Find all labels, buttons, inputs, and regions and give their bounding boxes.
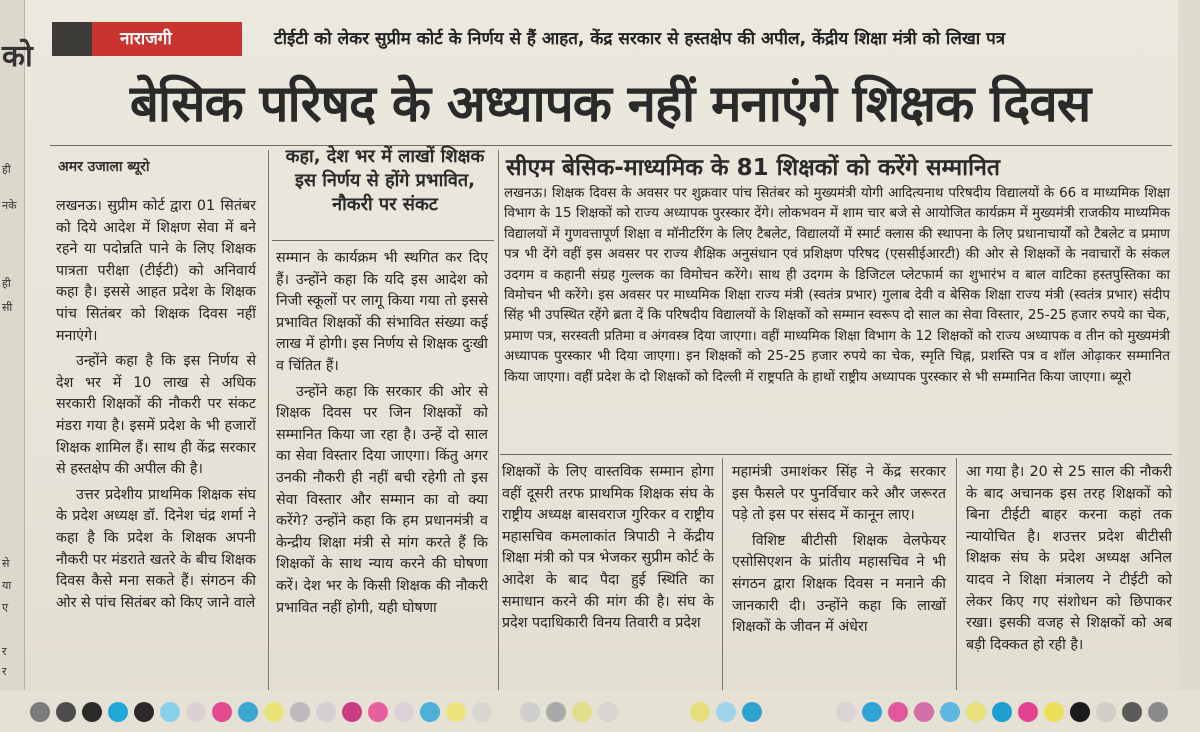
left-fragment: को — [2, 39, 33, 74]
registration-dot — [520, 702, 540, 722]
left-fragment: से — [2, 557, 10, 570]
registration-dot — [186, 702, 206, 722]
pull-quote: कहा, देश भर में लाखों शिक्षक इस निर्णय से होंगे प्रभावित, नौकरी पर संकट — [285, 146, 485, 215]
registration-dot — [1122, 702, 1142, 722]
article-column-2 — [276, 248, 488, 623]
registration-dot — [1096, 702, 1116, 722]
registration-dot — [420, 702, 440, 722]
sidebar-headline: सीएम बेसिक-माध्यमिक के 81 शिक्षकों को करेंगे सम्मानित — [506, 155, 1000, 181]
registration-dot — [940, 702, 960, 722]
registration-dot — [836, 702, 856, 722]
registration-dot — [1070, 702, 1090, 722]
left-fragment: नके — [2, 199, 17, 212]
paragraph: सम्मान के कार्यक्रम भी स्थगित कर दिए हैं। उन्होंने कहा कि यदि इस आदेश को निजी स्कूलों पर लागू किया गया तो इससे प्रभावित शिक्षकों की संभावित संख्या कई लाख में होगी। इस निर्णय से शिक्षक दुःखी व चिंतित हैं। — [276, 250, 488, 374]
left-fragment: ए — [2, 601, 9, 614]
paragraph: शिक्षकों के लिए वास्तविक सम्मान होगा वहीं दूसरी तरफ प्राथमिक शिक्षक संघ के राष्ट्रीय अध्यक्ष बासवराज गुरिकर व राष्ट्रीय महासचिव कमलाकांत त्रिपाठी ने केंद्रीय शिक्षा मंत्री को पत्र भेजकर सुप्रीम कोर्ट के आदेश के बाद पैदा हुई स्थिति का समाधान करने की मांग की है। संघ के प्रदेश पदाधिकारी विनय तिवारी व प्रदेश — [502, 464, 714, 632]
paragraph: आ गया है। 20 से 25 साल की नौकरी के बाद अचानक इस तरह शिक्षकों को बिना टीईटी बाहर करना कहां तक न्यायोचित है। शउत्तर प्रदेश बीटीसी शिक्षक संघ के प्रदेश अध्यक्ष अनिल यादव ने शिक्षा मंत्रालय ने टीईटी को लेकर किए गए संशोधन को छिपाकर रखा। इसकी वजह से शिक्षकों को अब बड़ी दिक्कत हो रही है। — [966, 464, 1172, 653]
left-fragment: ही — [2, 277, 11, 290]
registration-dot — [992, 702, 1012, 722]
registration-dot — [264, 702, 284, 722]
paragraph: विशिष्ट बीटीसी शिक्षक वेलफेयर एसोसिएशन के प्रांतीय महासचिव ने भी संगठन द्वारा शिक्षक दिवस न मनाने की जानकारी दी। उन्होंने कहा कि लाखों शिक्षकों के जीवन में अंधेरा — [732, 532, 946, 636]
divider — [500, 454, 1172, 455]
column-divider — [498, 150, 499, 690]
registration-dot — [134, 702, 154, 722]
kicker-tag-label: नाराजगी — [92, 22, 242, 56]
registration-dot — [598, 702, 618, 722]
column-divider — [722, 458, 723, 690]
article-column-3 — [502, 462, 714, 639]
registration-dot — [238, 702, 258, 722]
registration-dot — [1044, 702, 1064, 722]
left-fragment: र — [2, 645, 7, 658]
registration-dot — [290, 702, 310, 722]
registration-dot — [160, 702, 180, 722]
left-fragment: ही — [2, 163, 11, 176]
registration-dot — [30, 702, 50, 722]
right-page-edge — [1178, 0, 1200, 732]
paragraph: उत्तर प्रदेशीय प्राथमिक शिक्षक संघ के प्रदेश अध्यक्ष डॉ. दिनेश चंद्र शर्मा ने कहा है कि प्रदेश के शिक्षक अपनी नौकरी पर मंडराते खतरे के बीच शिक्षक दिवस कैसे मना सकते हैं। संगठन की ओर से पांच सितंबर को किए जाने वाले — [56, 486, 256, 611]
left-fragment: सी — [2, 301, 13, 314]
byline: अमर उजाला ब्यूरो — [58, 159, 150, 175]
paragraph: लखनऊ। सुप्रीम कोर्ट द्वारा 01 सितंबर को दिये आदेश में शिक्षण सेवा में बने रहने या पदोन्नति पाने के लिए शिक्षक पात्रता परीक्षा (टीईटी) को अनिवार्य कहा है। इससे आहत प्रदेश के शिक्षक पांच सितंबर को शिक्षक दिवस नहीं मनाएंगे। — [56, 198, 256, 344]
registration-dot — [368, 702, 388, 722]
column-divider — [956, 458, 957, 690]
article-column-1 — [56, 196, 256, 618]
left-fragment: या — [2, 579, 12, 592]
registration-dot — [108, 702, 128, 722]
registration-dot — [1148, 702, 1168, 722]
registration-dot — [394, 702, 414, 722]
paragraph: महामंत्री उमाशंकर सिंह ने केंद्र सरकार इस फैसले पर पुनर्विचार करे और जरूरत पड़े तो इस पर संसद में कानून लाए। — [732, 464, 946, 524]
main-headline: बेसिक परिषद के अध्यापक नहीं मनाएंगे शिक्षक दिवस — [129, 75, 1091, 134]
paragraph: उन्होंने कहा कि सरकार की ओर से शिक्षक दिवस पर जिन शिक्षकों को सम्मानित किया जा रहा है। उन्हें दो साल का सेवा विस्तार दिया जाएगा। किंतु अगर उनकी नौकरी ही नहीं बची रहेगी तो इस सेवा विस्तार और सम्मान का वो क्या करेंगे? उन्होंने कहा कि हम प्रधानमंत्री व केन्द्रीय शिक्षा मंत्री से मांग करते हैं कि शिक्षकों के साथ न्याय करने की घोषणा करें। देश भर के किसी शिक्षक की नौकरी प्रभावित नहीं होगी, यही घोषणा — [276, 383, 488, 616]
registration-dot — [56, 702, 76, 722]
registration-dot — [690, 702, 710, 722]
registration-dot — [342, 702, 362, 722]
kicker-tag — [52, 22, 242, 56]
kicker-subtitle: टीईटी को लेकर सुप्रीम कोर्ट के निर्णय से हैं आहत, केंद्र सरकार से हस्तक्षेप की अपील, केंद्रीय शिक्षा मंत्री को लिखा पत्र — [274, 29, 1006, 49]
registration-dot — [742, 702, 762, 722]
registration-dot — [82, 702, 102, 722]
divider — [50, 145, 1172, 146]
registration-dot — [546, 702, 566, 722]
registration-dot — [212, 702, 232, 722]
left-fragment: र — [2, 665, 7, 678]
registration-dot — [446, 702, 466, 722]
article-column-4 — [732, 462, 946, 643]
left-neighbor-column — [0, 0, 33, 732]
sidebar-story: लखनऊ। शिक्षक दिवस के अवसर पर शुक्रवार पांच सितंबर को मुख्यमंत्री योगी आदित्यनाथ परिषदीय विद्यालयों के 66 व माध्यमिक शिक्षा विभाग के 15 शिक्षकों को राज्य अध्यापक पुरस्कार देंगे। लोकभवन में शाम चार बजे से आयोजित कार्यक्रम में मुख्यमंत्री राजकीय माध्यमिक विद्यालयों में गुणवत्तापूर्ण शिक्षा व मॉनीटरिंग के लिए टैबलेट, विद्यालयों में स्मार्ट क्लास की स्थापना के लिए प्रधानाचार्यों को टैबलेट व प्रमाण पत्र भी देंगे वहीं इस अवसर पर राज्य शैक्षिक अनुसंधान एवं प्रशिक्षण परिषद (एससीईआरटी) की ओर से शिक्षकों के नवाचारों के संकल उदगम व कहानी संग्रह गुल्लक का विमोचन करेंगे। साथ ही उदगम के डिजिटल प्लेटफार्म का शुभारंभ व बाल वाटिका हस्तपुस्तिका का विमोचन भी करेंगे। इस अवसर पर माध्यमिक शिक्षा राज्य मंत्री (स्वतंत्र प्रभार) गुलाब देवी व बेसिक शिक्षा राज्य मंत्री (स्वतंत्र प्रभार) संदीप सिंह भी उपस्थित रहेंगे ब्रता दें कि परिषदीय विद्यालयों के शिक्षकों को सम्मान स्वरूप दो साल का सेवा विस्तार, 25-25 हजार रुपये का चेक, प्रमाण पत्र, सरस्वती प्रतिमा व अंगवस्त्र दिया जाएगा। वहीं माध्यमिक शिक्षा विभाग के 12 शिक्षकों को राज्य अध्यापक व तीन को मुख्यमंत्री अध्यापक पुरस्कार भी दिया जाएगा। इन शिक्षकों को 25-25 हजार रुपये का चेक, स्मृति चिह्न, प्रशस्ति पत्र व शॉल ओढ़ाकर सम्मानित किया जाएगा। वहीं प्रदेश के दो शिक्षकों को दिल्ली में राष्ट्रपति के हाथों राष्ट्रीय अध्यापक पुरस्कार से भी सम्मानित किया जाएगा। ब्यूरो — [504, 186, 1170, 385]
kicker-bar — [52, 20, 1172, 60]
registration-dot — [966, 702, 986, 722]
registration-dot — [716, 702, 736, 722]
registration-dot — [888, 702, 908, 722]
registration-dot — [316, 702, 336, 722]
registration-dot — [1018, 702, 1038, 722]
article-column-5 — [966, 462, 1172, 660]
registration-dot — [862, 702, 882, 722]
paragraph: उन्होंने कहा है कि इस निर्णय से देश भर में 10 लाख से अधिक सरकारी शिक्षकों की नौकरी पर संकट मंडरा गया है। इसमें प्रदेश के भी हजारों शिक्षक शामिल हैं। साथ ही केंद्र सरकार से हस्तक्षेप की अपील की है। — [56, 353, 256, 478]
column-divider — [268, 150, 269, 690]
registration-dot — [472, 702, 492, 722]
registration-dot — [914, 702, 934, 722]
print-color-registration-bar — [0, 690, 1200, 732]
registration-dot — [572, 702, 592, 722]
